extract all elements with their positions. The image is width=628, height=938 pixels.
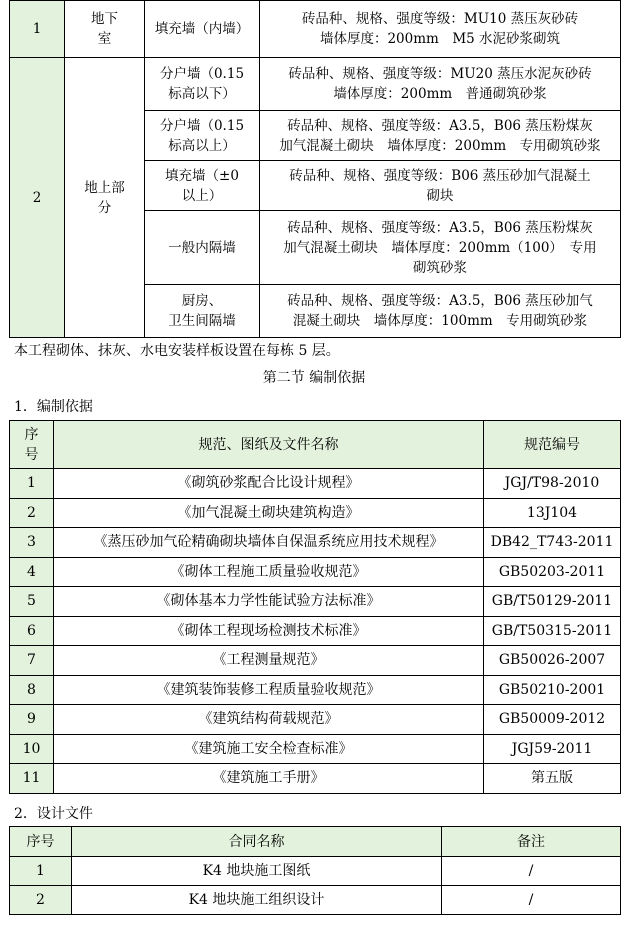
table-row [10, 646, 621, 676]
table-row [10, 764, 621, 794]
table-row [10, 58, 621, 111]
table-header-row [10, 827, 621, 857]
column-header: 合同名称 [72, 827, 442, 857]
table-row [10, 675, 621, 705]
standard-name: 《工程测量规范》 [54, 646, 484, 676]
row-number: 2 [10, 886, 72, 915]
wall-desc-cell: 砖品种、规格、强度等级：MU20 蒸压水泥灰砂砖 墙体厚度：200mm 普通砌筑砂浆 [260, 58, 621, 111]
wall-type-cell: 分户墙（0.15 标高以上） [145, 111, 260, 161]
standard-name: 《砌筑砂浆配合比设计规程》 [54, 469, 484, 499]
heading-basis: 1．编制依据 [14, 399, 93, 415]
standard-name: 《建筑装饰装修工程质量验收规范》 [54, 675, 484, 705]
standard-code: JGJ/T98-2010 [484, 469, 621, 499]
wall-desc-cell: 砖品种、规格、强度等级：MU10 蒸压灰砂砖 墙体厚度：200mm M5 水泥砂浆砌筑 [260, 1, 621, 58]
row-number: 11 [10, 764, 54, 794]
standard-name: 《砌体基本力学性能试验方法标准》 [54, 587, 484, 617]
column-header: 规范编号 [484, 421, 621, 469]
row-number: 10 [10, 734, 54, 764]
standard-code: GB50203-2011 [484, 557, 621, 587]
standard-name: 《建筑施工安全检查标准》 [54, 734, 484, 764]
standard-code: 13J104 [484, 498, 621, 528]
standard-name: 《建筑结构荷载规范》 [54, 705, 484, 735]
standard-code: GB50210-2001 [484, 675, 621, 705]
row-number: 3 [10, 528, 54, 558]
area-cell: 地上部 分 [65, 58, 145, 338]
materials-table [9, 0, 621, 338]
wall-type-cell: 一般内隔墙 [145, 211, 260, 285]
wall-desc-cell: 砖品种、规格、强度等级：A3.5，B06 蒸压砂加气 混凝土砌块 墙体厚度：100mm 专用砌筑砂浆 [260, 285, 621, 338]
remark: / [442, 886, 621, 915]
standard-name: 《建筑施工手册》 [54, 764, 484, 794]
basis-table [9, 420, 621, 794]
note-text: 本工程砌体、抹灰、水电安装样板设置在每栋 5 层。 [14, 343, 340, 359]
row-number: 2 [10, 498, 54, 528]
column-header: 序号 [10, 827, 72, 857]
standard-code: JGJ59-2011 [484, 734, 621, 764]
wall-type-cell: 填充墙（内墙） [145, 1, 260, 58]
standard-name: 《砌体工程现场检测技术标准》 [54, 616, 484, 646]
standard-name: 《蒸压砂加气砼精确砌块墙体自保温系统应用技术规程》 [54, 528, 484, 558]
table-row [10, 557, 621, 587]
row-number: 1 [10, 469, 54, 499]
row-number: 1 [10, 1, 65, 58]
wall-desc-cell: 砖品种、规格、强度等级：B06 蒸压砂加气混凝土 砌块 [260, 161, 621, 211]
table-row [10, 498, 621, 528]
contract-name: K4 地块施工组织设计 [72, 886, 442, 915]
design-table [9, 826, 621, 915]
wall-desc-cell: 砖品种、规格、强度等级：A3.5，B06 蒸压粉煤灰 加气混凝土砌块 墙体厚度：200mm（100） 专用 砌筑砂浆 [260, 211, 621, 285]
wall-type-cell: 厨房、 卫生间隔墙 [145, 285, 260, 338]
standard-code: GB50009-2012 [484, 705, 621, 735]
row-number: 8 [10, 675, 54, 705]
standard-name: 《加气混凝土砌块建筑构造》 [54, 498, 484, 528]
table-row [10, 857, 621, 886]
table-row [10, 616, 621, 646]
standard-code: 第五版 [484, 764, 621, 794]
table-row [10, 734, 621, 764]
wall-type-cell: 分户墙（0.15 标高以下） [145, 58, 260, 111]
wall-desc-cell: 砖品种、规格、强度等级：A3.5，B06 蒸压粉煤灰 加气混凝土砌块 墙体厚度：200mm 专用砌筑砂浆 [260, 111, 621, 161]
area-cell: 地下 室 [65, 1, 145, 58]
contract-name: K4 地块施工图纸 [72, 857, 442, 886]
row-number: 7 [10, 646, 54, 676]
wall-type-cell: 填充墙（±0 以上） [145, 161, 260, 211]
row-number: 4 [10, 557, 54, 587]
standard-code: DB42_T743-2011 [484, 528, 621, 558]
table-row [10, 469, 621, 499]
standard-name: 《砌体工程施工质量验收规范》 [54, 557, 484, 587]
row-number: 6 [10, 616, 54, 646]
row-number: 9 [10, 705, 54, 735]
row-number: 2 [10, 58, 65, 338]
heading-design: 2．设计文件 [14, 806, 93, 822]
column-header: 序 号 [10, 421, 54, 469]
standard-code: GB/T50315-2011 [484, 616, 621, 646]
standard-code: GB50026-2007 [484, 646, 621, 676]
row-number: 1 [10, 857, 72, 886]
table-row [10, 886, 621, 915]
table-row [10, 587, 621, 617]
table-row [10, 1, 621, 58]
section-title: 第二节 编制依据 [262, 370, 366, 386]
row-number: 5 [10, 587, 54, 617]
table-row [10, 705, 621, 735]
table-row [10, 528, 621, 558]
column-header: 备注 [442, 827, 621, 857]
table-header-row [10, 421, 621, 469]
remark: / [442, 857, 621, 886]
column-header: 规范、图纸及文件名称 [54, 421, 484, 469]
standard-code: GB/T50129-2011 [484, 587, 621, 617]
